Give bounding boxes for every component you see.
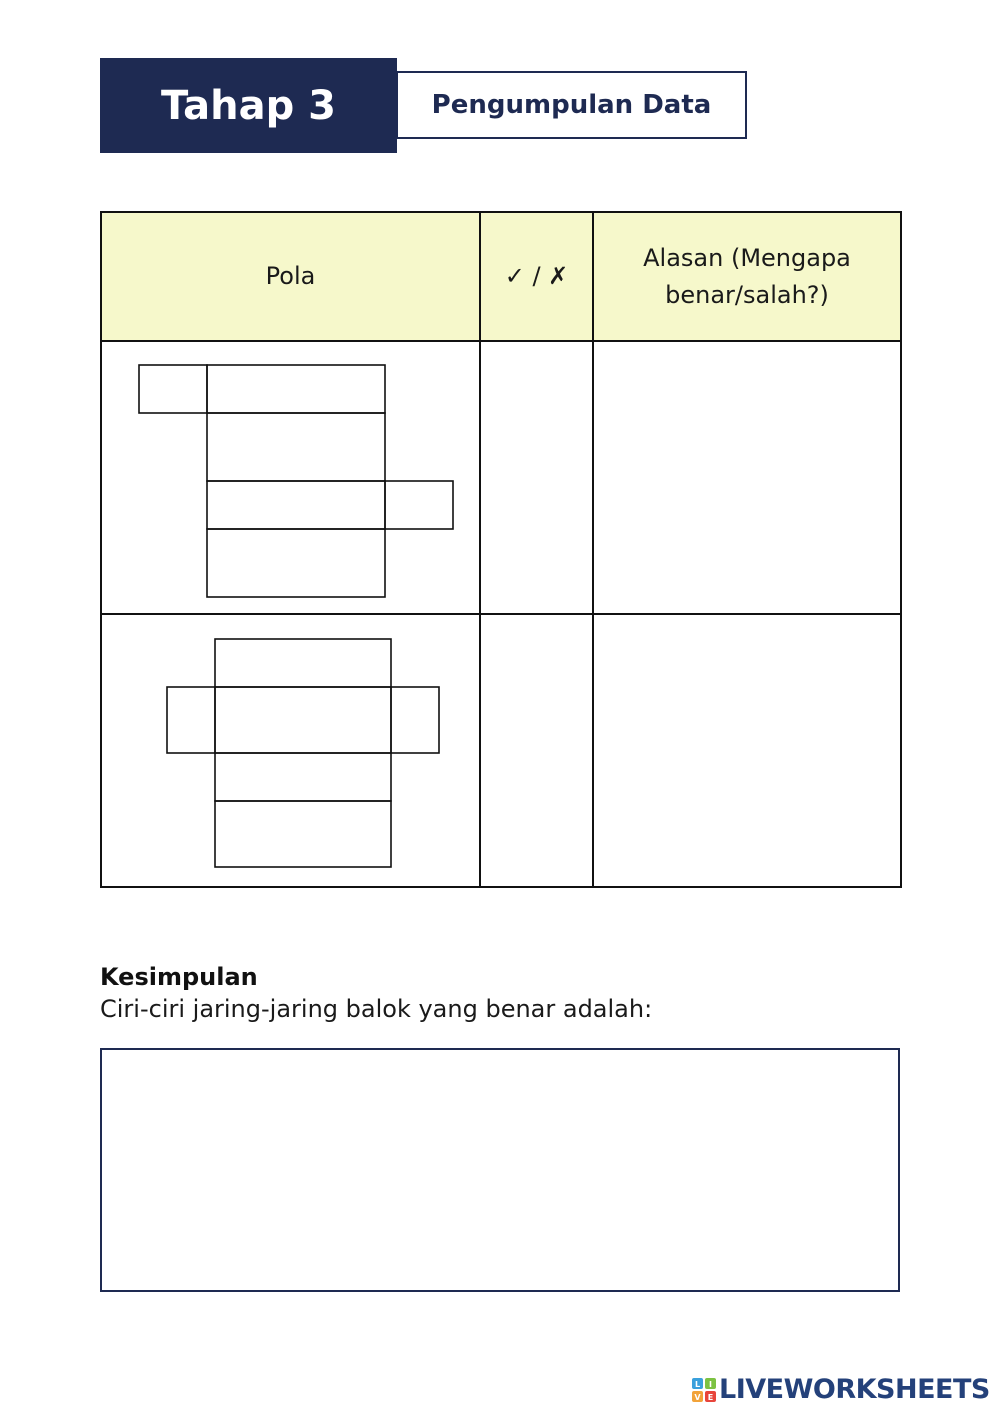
reason-cell[interactable] bbox=[593, 341, 901, 614]
data-table bbox=[100, 211, 902, 888]
stage-badge: Tahap 3 bbox=[100, 58, 397, 153]
net-pattern-2 bbox=[102, 615, 481, 886]
table-row bbox=[101, 614, 901, 887]
header-pola: Pola bbox=[101, 212, 480, 341]
header-check: ✓ / ✗ bbox=[480, 212, 593, 341]
net-pattern-1 bbox=[102, 342, 481, 613]
svg-text:V: V bbox=[694, 1392, 701, 1402]
watermark bbox=[692, 1374, 990, 1405]
table-row bbox=[101, 341, 901, 614]
header-reason: Alasan (Mengapa benar/salah?) bbox=[593, 212, 901, 341]
table-header-row bbox=[101, 212, 901, 341]
conclusion-answer-box[interactable] bbox=[100, 1048, 900, 1292]
svg-text:E: E bbox=[707, 1392, 714, 1402]
pattern-cell bbox=[101, 341, 480, 614]
conclusion-title: Kesimpulan bbox=[100, 963, 258, 991]
reason-cell[interactable] bbox=[593, 614, 901, 887]
check-cell[interactable] bbox=[480, 614, 593, 887]
pattern-cell bbox=[101, 614, 480, 887]
check-cell[interactable] bbox=[480, 341, 593, 614]
conclusion-prompt: Ciri-ciri jaring-jaring balok yang benar adalah: bbox=[100, 995, 653, 1023]
stage-subtitle: Pengumpulan Data bbox=[396, 71, 747, 139]
liveworksheets-logo-icon bbox=[692, 1378, 716, 1402]
svg-text:L: L bbox=[694, 1379, 701, 1389]
svg-text:I: I bbox=[709, 1379, 712, 1389]
watermark-text: LIVEWORKSHEETS bbox=[719, 1374, 990, 1405]
